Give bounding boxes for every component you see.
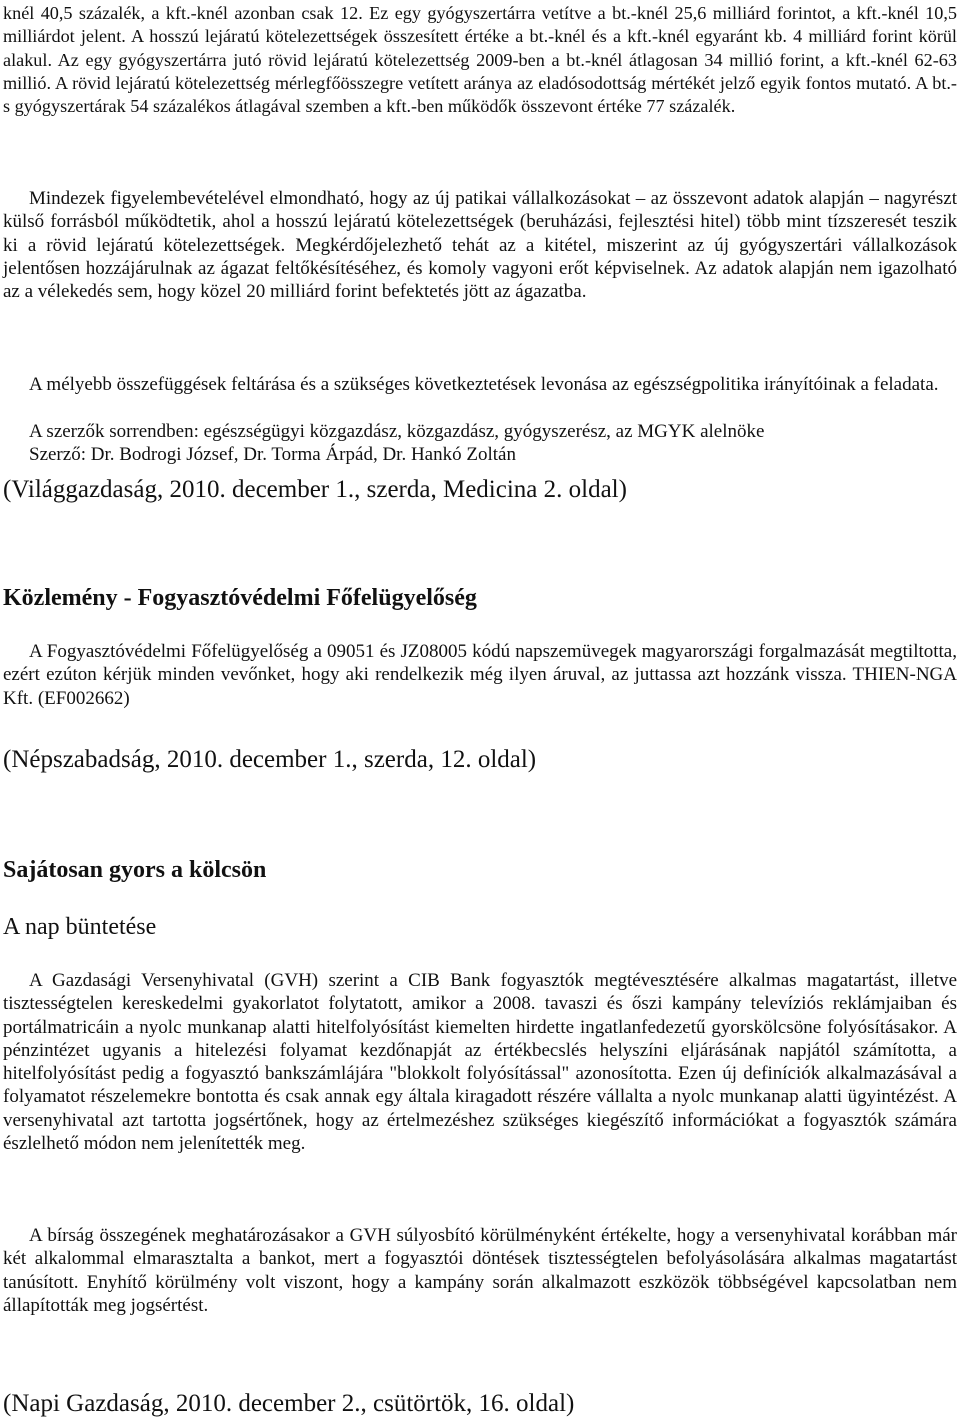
article-title: Sajátosan gyors a kölcsön bbox=[3, 857, 267, 883]
source-citation: (Napi Gazdaság, 2010. december 2., csütörtök, 16. oldal) bbox=[3, 1390, 575, 1417]
authors-line: A szerzők sorrendben: egészségügyi közgazdász, közgazdász, gyógyszerész, az MGYK alelnöke bbox=[29, 421, 765, 442]
article-paragraph: A Gazdasági Versenyhivatal (GVH) szerint a CIB Bank fogyasztók megtévesztésére alkalmas magatartást, illetve tisztességtelen kereskedelmi gyakorlatot folytatott, amikor a 2008. tavaszi és őszi kampány televíziós reklámjaiban és portálmatricáin a nyolc munkanap alatti hitelfolyósítást kiemelten hirdette ingatlanfedezetű gyorskölcsöne folyósításakor. A pénzintézet ugyanis a hitelezési folyamat kezdőnapját az értékbecslés helyszíni eljárásának napjától számította, a hitelfolyósítást pedig a fogyasztó bankszámlájára "blokkolt folyósítással" azonosította. Ezen új definíciók alkalmazásával a folyamatot részelemekre bontotta és csak annak egy általa kiragadott részére vállalta a nyolc munkanap alatti ügyintézést. A versenyhivatal azt tartotta jogsértőnek, hogy az értelmezéshez szükséges kiegészítő információkat a fogyasztók számára észlelhető módon nem jelenítették meg. bbox=[3, 970, 957, 1155]
article-paragraph: Mindezek figyelembevételével elmondható, hogy az új patikai vállalkozásokat – az összevont adatok alapján – nagyrészt külső forrásból működtetik, ahol a hosszú lejáratú kötelezettségek (beruházási, fejlesztési hitel) több mint tízszeresét teszik ki a rövid lejáratú kötelezettségek. Megkérdőjelezhető tehát az a kitétel, miszerint az új gyógyszertári vállalkozások jelentősen hozzájárulnak az ágazat feltőkésítéséhez, és komoly vagyoni erőt képviselnek. Az adatok alapján nem igazolható az a vélekedés sem, hogy közel 20 milliárd forint befektetés jött az ágazatba. bbox=[3, 188, 957, 303]
source-citation: (Népszabadság, 2010. december 1., szerda, 12. oldal) bbox=[3, 746, 537, 773]
article-paragraph: A mélyebb összefüggések feltárása és a szükséges következtetések levonása az egészségpolitika irányítóinak a feladata. bbox=[29, 374, 939, 395]
article-paragraph: A bírság összegének meghatározásakor a GVH súlyosbító körülményként értékelte, hogy a versenyhivatal korábban már két alkalommal elmarasztalta a bankot, mert a fogyasztói döntések tisztességtelen befolyásolására alkalmas magatartást tanúsított. Enyhítő körülmény volt viszont, hogy a kampány során alkalmazott eszközök többségével kapcsolatban nem állapították meg jogsértést. bbox=[3, 1225, 957, 1316]
source-citation: (Világgazdaság, 2010. december 1., szerda, Medicina 2. oldal) bbox=[3, 476, 627, 503]
article-subtitle: A nap büntetése bbox=[3, 914, 157, 940]
article-paragraph: A Fogyasztóvédelmi Főfelügyelőség a 09051 és JZ08005 kódú napszemüvegek magyarországi forgalmazását megtiltotta, ezért ezúton kérjük minden vevőnket, hogy aki rendelkezik még ilyen áruval, az juttassa azt hozzánk vissza. THIEN-NGA Kft. (EF002662) bbox=[3, 641, 957, 709]
article-title: Közlemény - Fogyasztóvédelmi Főfelügyelőség bbox=[3, 585, 477, 611]
article-paragraph: knél 40,5 százalék, a kft.-knél azonban csak 12. Ez egy gyógyszertárra vetítve a bt.-knél 25,6 milliárd forintot, a kft.-knél 10,5 milliárdot jelent. A hosszú lejáratú kötelezettségek összesített értéke a bt.-knél és a kft.-knél egyaránt kb. 4 milliárd forint körül alakul. Az egy gyógyszertárra jutó rövid lejáratú kötelezettség 2009-ben a bt.-knél átlagosan 34 millió forint, a kft.-knél 62-63 millió. A rövid lejáratú kötelezettség mérlegfőösszegre vetített aránya az eladósodottság mértékét jelző egyik fontos mutató. A bt.-s gyógyszertárak 54 százalékos átlagával szemben a kft.-ben működők összevont értéke 77 százalék. bbox=[3, 3, 957, 117]
authors-names: Szerző: Dr. Bodrogi József, Dr. Torma Árpád, Dr. Hankó Zoltán bbox=[29, 444, 516, 465]
